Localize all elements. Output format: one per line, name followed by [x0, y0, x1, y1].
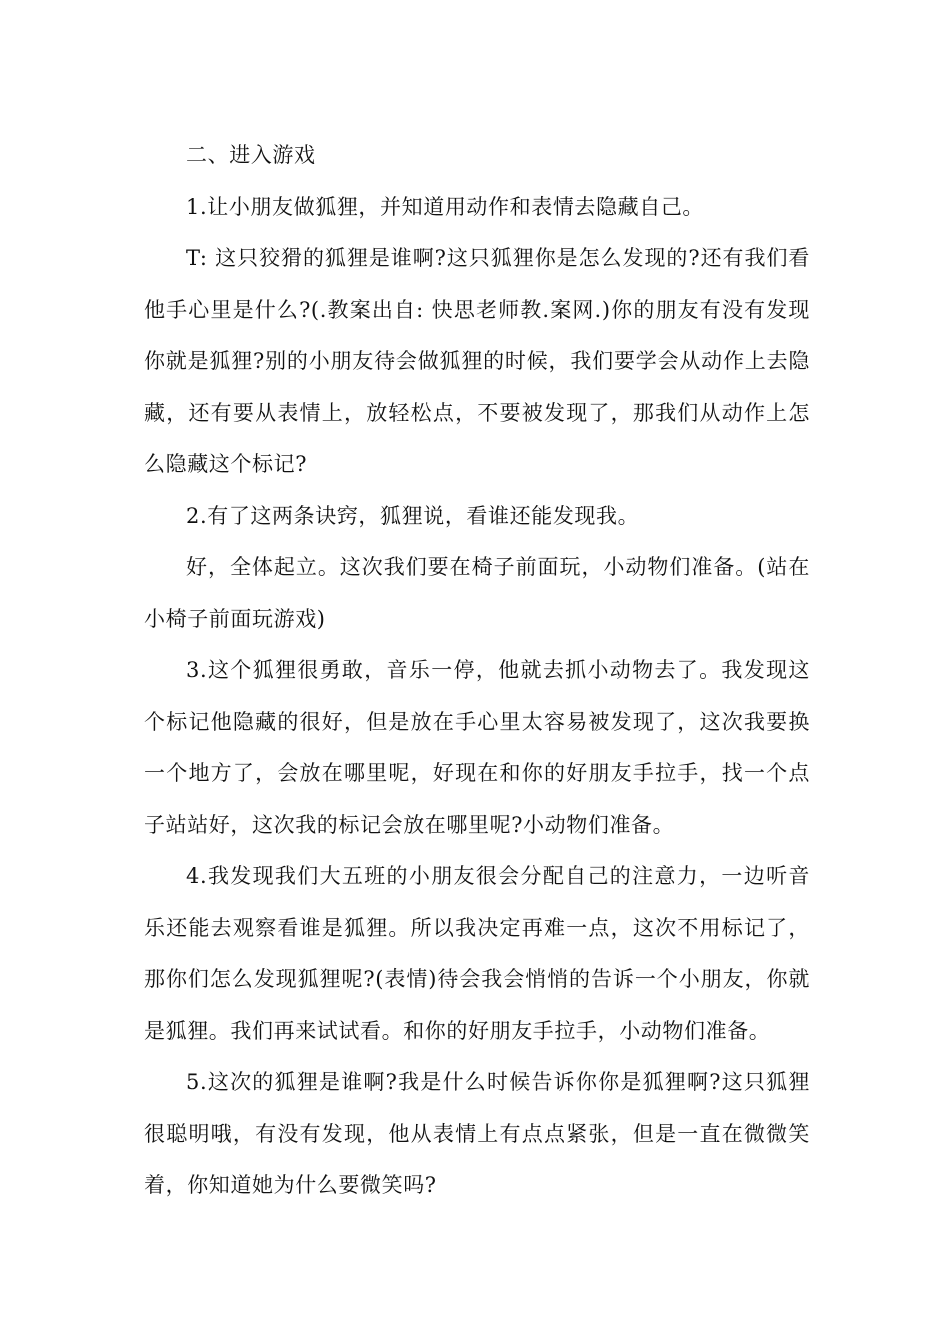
paragraph-4: 好，全体起立。这次我们要在椅子前面玩，小动物们准备。(站在小椅子前面玩游戏)	[144, 555, 810, 631]
paragraph-7: 5.这次的狐狸是谁啊?我是什么时候告诉你你是狐狸啊?这只狐狸很聪明哦，有没有发现，他从表情上有点点紧张，但是一直在微微笑着，你知道她为什么要微笑吗?	[144, 1070, 810, 1197]
section-heading: 二、进入游戏	[186, 143, 316, 167]
paragraph-2: T: 这只狡猾的狐狸是谁啊?这只狐狸你是怎么发现的?还有我们看他手心里是什么?(.教案出自: 快思老师教.案网.)你的朋友有没有发现你就是狐狸?别的小朋友待会做狐狸的时候，我们要学会从动作上去隐藏，还有要从表情上，放轻松点，不要被发现了，那我们从动作上怎么隐藏这个标记?	[144, 246, 810, 476]
paragraph-6: 4.我发现我们大五班的小朋友很会分配自己的注意力，一边听音乐还能去观察看谁是狐狸。所以我决定再难一点，这次不用标记了，那你们怎么发现狐狸呢?(表情)待会我会悄悄的告诉一个小朋友，你就是狐狸。我们再来试试看。和你的好朋友手拉手，小动物们准备。	[144, 864, 810, 1043]
paragraph-5: 3.这个狐狸很勇敢，音乐一停，他就去抓小动物去了。我发现这个标记他隐藏的很好，但是放在手心里太容易被发现了，这次我要换一个地方了，会放在哪里呢，好现在和你的好朋友手拉手，找一个点子站站好，这次我的标记会放在哪里呢?小动物们准备。	[144, 658, 810, 837]
paragraph-3: 2.有了这两条诀窍，狐狸说，看谁还能发现我。	[186, 503, 640, 528]
paragraph-1: 1.让小朋友做狐狸，并知道用动作和表情去隐藏自己。	[186, 194, 705, 219]
document-body	[144, 130, 810, 1212]
